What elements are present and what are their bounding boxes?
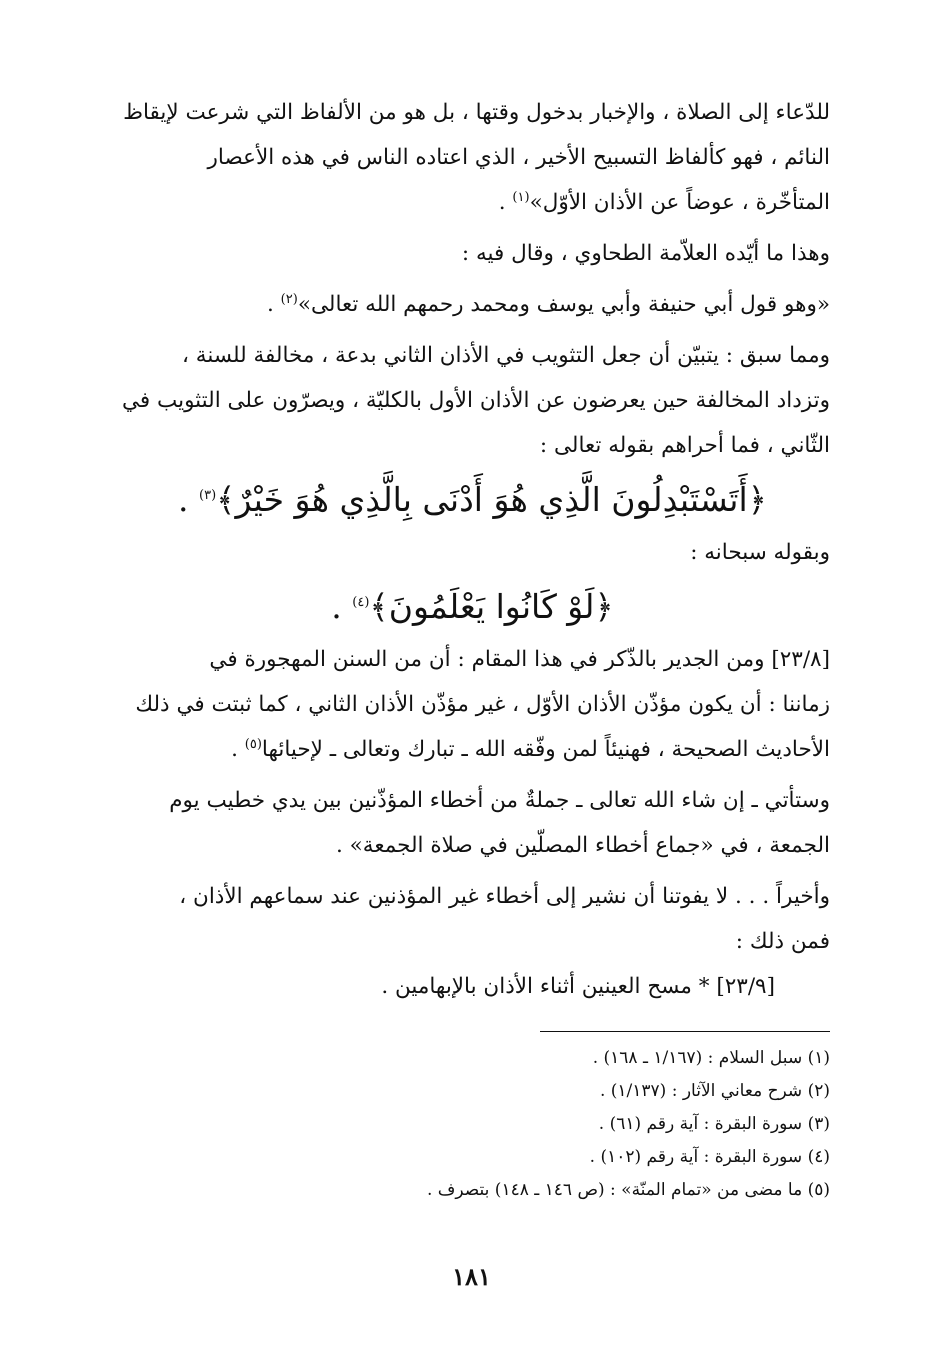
paragraph-1-text: المتأخّرة ، عوضاً عن الأذان الأوّل» [529, 190, 830, 215]
footnote-ref-1: (١) [512, 189, 530, 205]
quote-end: . [267, 292, 281, 317]
paragraph-7 [115, 778, 830, 868]
paragraph-4 [115, 333, 830, 468]
footnote-1: (١) سبل السلام : (١/١٦٧ ـ ١٦٨) . [592, 1048, 830, 1068]
verse-1-text: ﴿أَتَسْتَبْدِلُونَ الَّذِي هُوَ أَدْنَى بِالَّذِي هُوَ خَيْرٌ﴾ [216, 480, 767, 519]
footnote-ref-4: (٤) [352, 595, 370, 610]
paragraph-8-line-2: فمن ذلك : [735, 929, 830, 954]
footnotes [115, 1042, 830, 1207]
footnote-4: (٤) سورة البقرة : آية رقم (١٠٢) . [589, 1147, 830, 1167]
paragraph-6-text: الأحاديث الصحيحة ، فهنيئاً لمن وفّقه الله ـ تبارك وتعالى ـ لإحيائها [261, 737, 830, 762]
paragraph-4-line-3: الثّاني ، فما أحراهم بقوله تعالى : [539, 433, 830, 458]
footnote-ref-3: (٣) [199, 488, 217, 503]
verse-2 [115, 579, 830, 635]
verse-1 [115, 472, 830, 528]
paragraph-4-line-2: وتزداد المخالفة حين يعرضون عن الأذان الأول بالكليّة ، ويصرّون على التثويب في [121, 388, 830, 413]
verse-1-end: . [178, 480, 199, 519]
paragraph-2: وهذا ما أيّده العلاّمة الطحاوي ، وقال فيه : [461, 241, 830, 266]
paragraph-6-end: . [231, 737, 245, 762]
paragraph-4-line-1: ومما سبق : يتبيّن أن جعل التثويب في الأذان الثاني بدعة ، مخالفة للسنة ، [182, 343, 830, 368]
footnote-5: (٥) ما مضى من «تمام المنّة» : (ص ١٤٦ ـ ١٤٨) بتصرف . [426, 1180, 830, 1200]
footnote-ref-2: (٢) [280, 291, 298, 307]
paragraph-3-quote [115, 282, 830, 327]
quote-text: «وهو قول أبي حنيفة وأبي يوسف ومحمد رحمهم الله تعالى» [297, 292, 830, 317]
paragraph-6-line-3 [115, 727, 830, 772]
footnote-divider [540, 1031, 830, 1032]
paragraph-6 [115, 637, 830, 772]
paragraph-6-line-1: [٢٣/٨] ومن الجدير بالذّكر في هذا المقام : أن من السنن المهجورة في [209, 647, 830, 672]
verse-2-end: . [331, 587, 353, 626]
paragraph-7-line-2: الجمعة ، في «جماع أخطاء المصلّين في صلاة الجمعة» . [335, 833, 830, 858]
paragraph-9-heading: [٢٣/٩] * مسح العينين أثناء الأذان بالإبهامين . [381, 974, 775, 999]
paragraph-1-end: . [498, 190, 513, 215]
paragraph-8-line-1: وأخيراً . . . لا يفوتنا أن نشير إلى أخطاء غير المؤذنين عند سماعهم الأذان ، [179, 884, 830, 909]
footnote-ref-5: (٥) [244, 736, 262, 752]
paragraph-8 [115, 874, 830, 964]
page-body [115, 90, 830, 1207]
paragraph-1-line-1: للدّعاء إلى الصلاة ، والإخبار بدخول وقتها ، بل هو من الألفاظ التي شرعت لإيقاظ [123, 100, 830, 125]
verse-2-text: ﴿لَوْ كَانُوا يَعْلَمُونَ﴾ [369, 587, 614, 626]
paragraph-6-line-2: زماننا : أن يكون مؤذّن الأذان الأوّل ، غير مؤذّن الأذان الثاني ، كما ثبتت في ذلك [135, 692, 830, 717]
footnote-2: (٢) شرح معاني الآثار : (١/١٣٧) . [599, 1081, 830, 1101]
footnote-3: (٣) سورة البقرة : آية رقم (٦١) . [598, 1114, 830, 1134]
paragraph-5: وبقوله سبحانه : [690, 540, 830, 565]
paragraph-1-line-2: النائم ، فهو كألفاظ التسبيح الأخير ، الذي اعتاده الناس في هذه الأعصار [207, 145, 830, 170]
paragraph-1 [115, 90, 830, 225]
paragraph-1-line-3 [115, 180, 830, 225]
paragraph-7-line-1: وستأتي ـ إن شاء الله تعالى ـ جملةٌ من أخطاء المؤذّنين بين يدي خطيب يوم [169, 788, 830, 813]
page-number: ١٨١ [452, 1262, 491, 1291]
